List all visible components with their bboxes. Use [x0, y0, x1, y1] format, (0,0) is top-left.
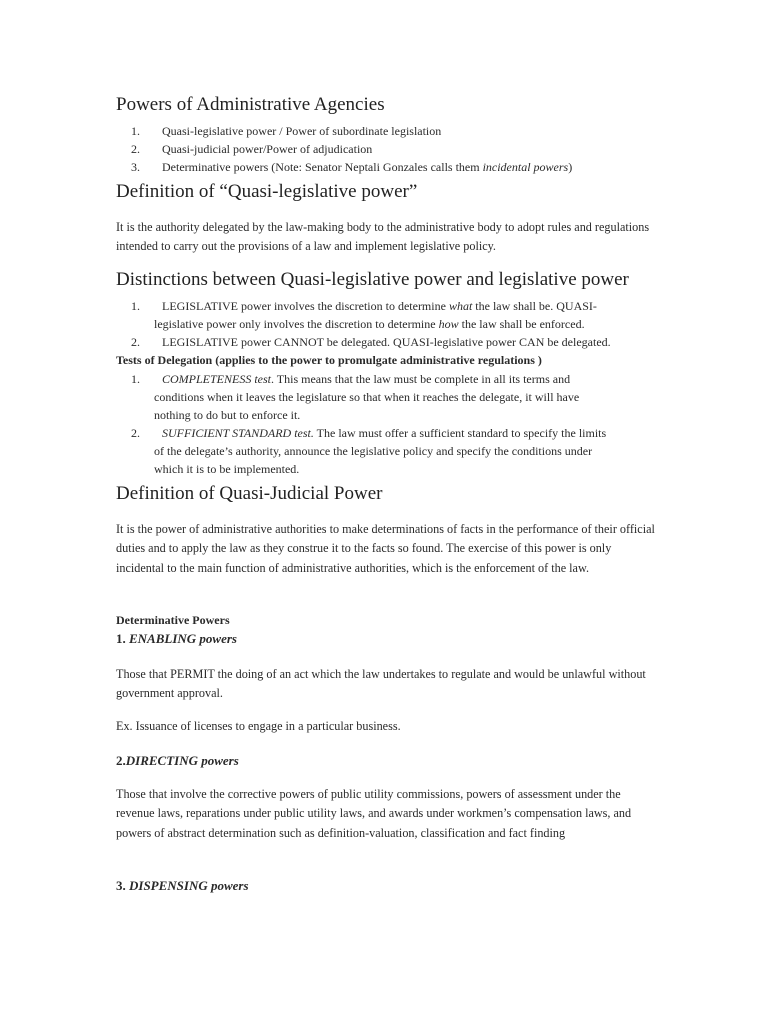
list-item-continuation: of the delegate’s authority, announce the legislative policy and specify the conditions under	[154, 444, 593, 458]
enabling-powers-example: Ex. Issuance of licenses to engage in a particular business.	[116, 719, 401, 733]
directing-powers-description: Those that involve the corrective powers of public utility commissions, powers of assessment under the revenue laws, reparations under public utility laws, and awards under workmen’s compensation laws, and powers of abstract determination such as definition-valuation, classification and fact finding	[116, 787, 632, 840]
section-heading-quasi-legislative: Definition of “Quasi-legislative power”	[116, 181, 418, 202]
list-item: COMPLETENESS test. This means that the law must be complete in all its terms and	[162, 372, 571, 386]
list-item-continuation: legislative power only involves the discretion to determine how the law shall be enforced.	[154, 317, 585, 331]
list-item: Quasi-judicial power/Power of adjudication	[162, 142, 373, 156]
section-heading-quasi-judicial: Definition of Quasi-Judicial Power	[116, 483, 383, 504]
list-number: 2.	[131, 426, 140, 440]
list-number: 1.	[131, 372, 140, 386]
list-number: 2.	[131, 335, 140, 349]
list-item-continuation: nothing to do but to enforce it.	[154, 408, 301, 422]
list-item: Quasi-legislative power / Power of subordinate legislation	[162, 124, 442, 138]
list-item-continuation: conditions when it leaves the legislature so that when it reaches the delegate, it will have	[154, 390, 580, 404]
quasi-legislative-definition: It is the authority delegated by the law-making body to the administrative body to adopt rules and regulations intended to carry out the provisions of a law and implement legislative policy.	[116, 220, 650, 254]
determinative-heading: Determinative Powers	[116, 613, 230, 627]
list-item: LEGISLATIVE power involves the discretion to determine what the law shall be. QUASI-	[162, 299, 597, 313]
list-item-continuation: which it is to be implemented.	[154, 462, 300, 476]
list-item: SUFFICIENT STANDARD test. The law must offer a sufficient standard to specify the limits	[162, 426, 607, 440]
dispensing-powers-heading: 3. DISPENSING powers	[116, 878, 249, 893]
list-item: LEGISLATIVE power CANNOT be delegated. QUASI-legislative power CAN be delegated.	[162, 335, 611, 349]
directing-powers-heading: 2.DIRECTING powers	[116, 753, 239, 768]
section-heading-distinctions: Distinctions between Quasi-legislative power and legislative power	[116, 269, 629, 290]
list-number: 2.	[131, 142, 140, 156]
enabling-powers-description: Those that PERMIT the doing of an act which the law undertakes to regulate and would be unlawful without government approval.	[116, 667, 646, 701]
page-title: Powers of Administrative Agencies	[116, 94, 385, 115]
quasi-judicial-definition: It is the power of administrative authorities to make determinations of facts in the performance of their official duties and to apply the law as they construe it to the facts so found. The exercise of this power is only incidental to the main function of administrative authorities, which is the enforcement of the law.	[116, 522, 655, 575]
list-number: 1.	[131, 124, 140, 138]
list-item: Determinative powers (Note: Senator Neptali Gonzales calls them incidental powers)	[162, 160, 573, 174]
enabling-powers-heading: 1. ENABLING powers	[116, 631, 237, 646]
list-number: 3.	[131, 160, 140, 174]
tests-heading: Tests of Delegation (applies to the power to promulgate administrative regulations )	[116, 353, 542, 367]
list-number: 1.	[131, 299, 140, 313]
